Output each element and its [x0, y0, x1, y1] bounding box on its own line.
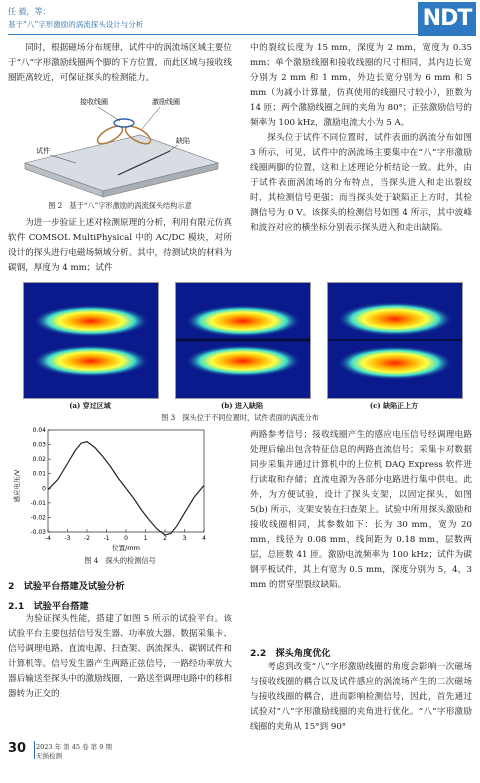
plot-frame [48, 430, 204, 532]
journal-issue: 2023 年 第 45 卷 第 9 期 [36, 743, 112, 751]
journal-info [36, 743, 112, 761]
label-defect: 缺陷 [176, 137, 190, 145]
label-receive-coil: 接收线圈 [80, 98, 108, 106]
figure-3-caption: 图 3 探头位于不同位置时，试件表面的涡流分布 [161, 413, 319, 422]
chart-axes [48, 430, 204, 532]
journal-name: 无损检测 [36, 752, 62, 760]
right-column-text-bottom [250, 428, 472, 593]
figure-4-caption: 图 4 探头的检测信号 [84, 556, 156, 565]
journal-logo: NDT [418, 2, 476, 36]
paragraph: 探头位于试件不同位置时，试件表面的涡流分布如图 3 所示，可见，试件中的涡流场主要集中在“八”字形激励线圈两脚的位置，这和上述理论分析结论一致。此外，由于试件表面涡流场的分布特点，当探头进入和走出裂纹时，其检测信号更强；而当探头处于缺陷正上方时，其检测信号为 0 V。该探头的检测信号如图 4 所示，其中波峰和波谷对应的横坐标分别表示探头进入和走出缺陷。 [250, 133, 472, 233]
section-2-1-heading: 2.1 试验平台搭建 [8, 601, 89, 612]
x-tick-label: -3 [64, 535, 71, 542]
y-tick-label: -0.03 [30, 529, 46, 536]
figure-2-caption: 图 2 基于“八”字形激励的涡流探头结构示意 [48, 201, 192, 210]
paragraph: 中的裂纹长度为 15 mm，深度为 2 mm，宽度为 0.35 mm；单个激励线圈和接收线圈的尺寸相同，其内边长宽分别为 2 mm 和 1 mm，外边长宽分别为 6 mm 和 5 mm（为减小计算量，仿真使用的线圈尺寸较小），匝数为 14 匝；两个激励线圈之间的夹角为 80°；正弦激励信号的频率为 100 kHz，激励电流大小为 5 A。 [250, 43, 472, 128]
footer-divider [34, 741, 35, 759]
x-tick-label: 0 [124, 535, 128, 542]
left-column-text-top [8, 41, 232, 86]
receive-coil [114, 119, 134, 127]
y-tick-label: 0.02 [32, 456, 46, 464]
y-axis-label: 感应电压/V [13, 469, 21, 503]
x-tick-label: 2 [163, 535, 167, 542]
header-article-title: 基于“八”字形激励的涡流探头设计与分析 [8, 20, 144, 29]
x-axis-label: 位置/mm [112, 544, 140, 552]
figure-2-probe-structure [20, 93, 220, 198]
right-column-text-top [250, 41, 472, 236]
paragraph: 两路参考信号；接收线圈产生的感应电压信号经调理电路处理后输出包含特征信息的两路直流信号；采集卡对数据同步采集并通过计算机中的上位机 DAQ Express 软件进行读取和存储；直流电源为各部分电路进行集中供电。此外，为方便试验，设计了探头支架，以固定探头，如图 5(b) 所示，支架安装在扫查架上。试验中所用探头激励和接收线圈相同，其参数如下：长为 30 mm，宽为 20 mm，线径为 0.08 mm，线间距为 0.18 mm，层数两层，总匝数 41 匝。激励电流频率为 100 kHz；试件为碳钢平板试件，其上有宽为 0.5 mm，深度分别为 5，4，3 mm 的贯穿型裂纹缺陷。 [250, 430, 472, 590]
label-excite-coil: 激励线圈 [152, 98, 180, 106]
x-tick-label: -4 [45, 535, 51, 542]
left-column-text-mid [8, 216, 232, 276]
page-number: 30 [8, 741, 27, 756]
figure-3c-heatmap [327, 282, 463, 399]
label-specimen: 试件 [36, 147, 50, 155]
y-tick-label: -0.02 [30, 514, 46, 522]
figure-3a-label: (a) 穿过区域 [69, 401, 111, 410]
figure-3a-heatmap [23, 282, 159, 399]
left-column-text-bottom [8, 612, 232, 702]
x-tick-label: 1 [143, 535, 148, 542]
paragraph: 为验证探头性能，搭建了如图 5 所示的试验平台。该试验平台主要包括信号发生器、功率放大器、数据采集卡、信号调理电路、直流电源、扫查架、涡流探头、碳钢试件和计算机等。信号发生器产生两路正弦信号，一路经功率放大器后输送至探头中的激励线圈，一路送至调理电路中的移相器转为正交的 [8, 614, 232, 699]
right-column-text-last [250, 660, 472, 735]
leader-receive [98, 107, 120, 121]
x-tick-label: 4 [202, 535, 206, 542]
signal-line [48, 442, 204, 535]
section-2-heading: 2 试验平台搭建及试验分析 [8, 581, 125, 592]
figure-3b-label: (b) 进入缺陷 [221, 401, 263, 410]
leader-excite [142, 107, 160, 129]
x-tick-label: 3 [182, 535, 187, 542]
figure-3b-heatmap [175, 282, 311, 399]
paragraph: 考虑到改变“八”字形激励线圈的角度会影响一次磁场与接收线圈的耦合以及试件感应的涡流场产生的二次磁场与接收线圈的耦合，进而影响检测信号，因此，首先通过试验对“八”字形激励线圈的夹角进行优化。“八”字形激励线圈的夹角从 15°到 90° [250, 662, 472, 732]
paragraph: 为进一步验证上述对检测原理的分析，利用有限元仿真软件 COMSOL MultiPhysical 中的 AC/DC 模块，对所设计的探头进行电磁场频域分析。其中，待测试块的材料为碳钢，厚度为 4 mm；试件 [8, 218, 232, 273]
y-tick-label: 0.04 [32, 427, 46, 434]
y-tick-label: 0.01 [32, 470, 46, 478]
heatmap-b [176, 283, 310, 398]
chart-ticks [30, 427, 206, 542]
heatmap-a [24, 283, 158, 398]
figure-3c-label: (c) 缺陷正上方 [369, 401, 419, 410]
y-tick-label: 0.03 [32, 441, 46, 449]
figure-4-chart [10, 424, 210, 552]
section-2-2-heading: 2.2 探头角度优化 [250, 648, 331, 659]
header-rule [8, 34, 418, 35]
header-authors: 任 毅，等： [8, 7, 51, 16]
y-tick-label: 0 [42, 485, 46, 493]
paragraph: 同时，根据磁场分布规律，试件中的涡流场区域主要位于“八”字形激励线圈两个脚的下方位置，而此区域与接收线圈距离较近，可保证探头的检测能力。 [8, 43, 232, 83]
x-tick-label: -2 [84, 535, 90, 542]
x-tick-label: -1 [103, 535, 110, 542]
y-tick-label: -0.01 [30, 499, 46, 507]
heatmap-c [328, 283, 462, 398]
